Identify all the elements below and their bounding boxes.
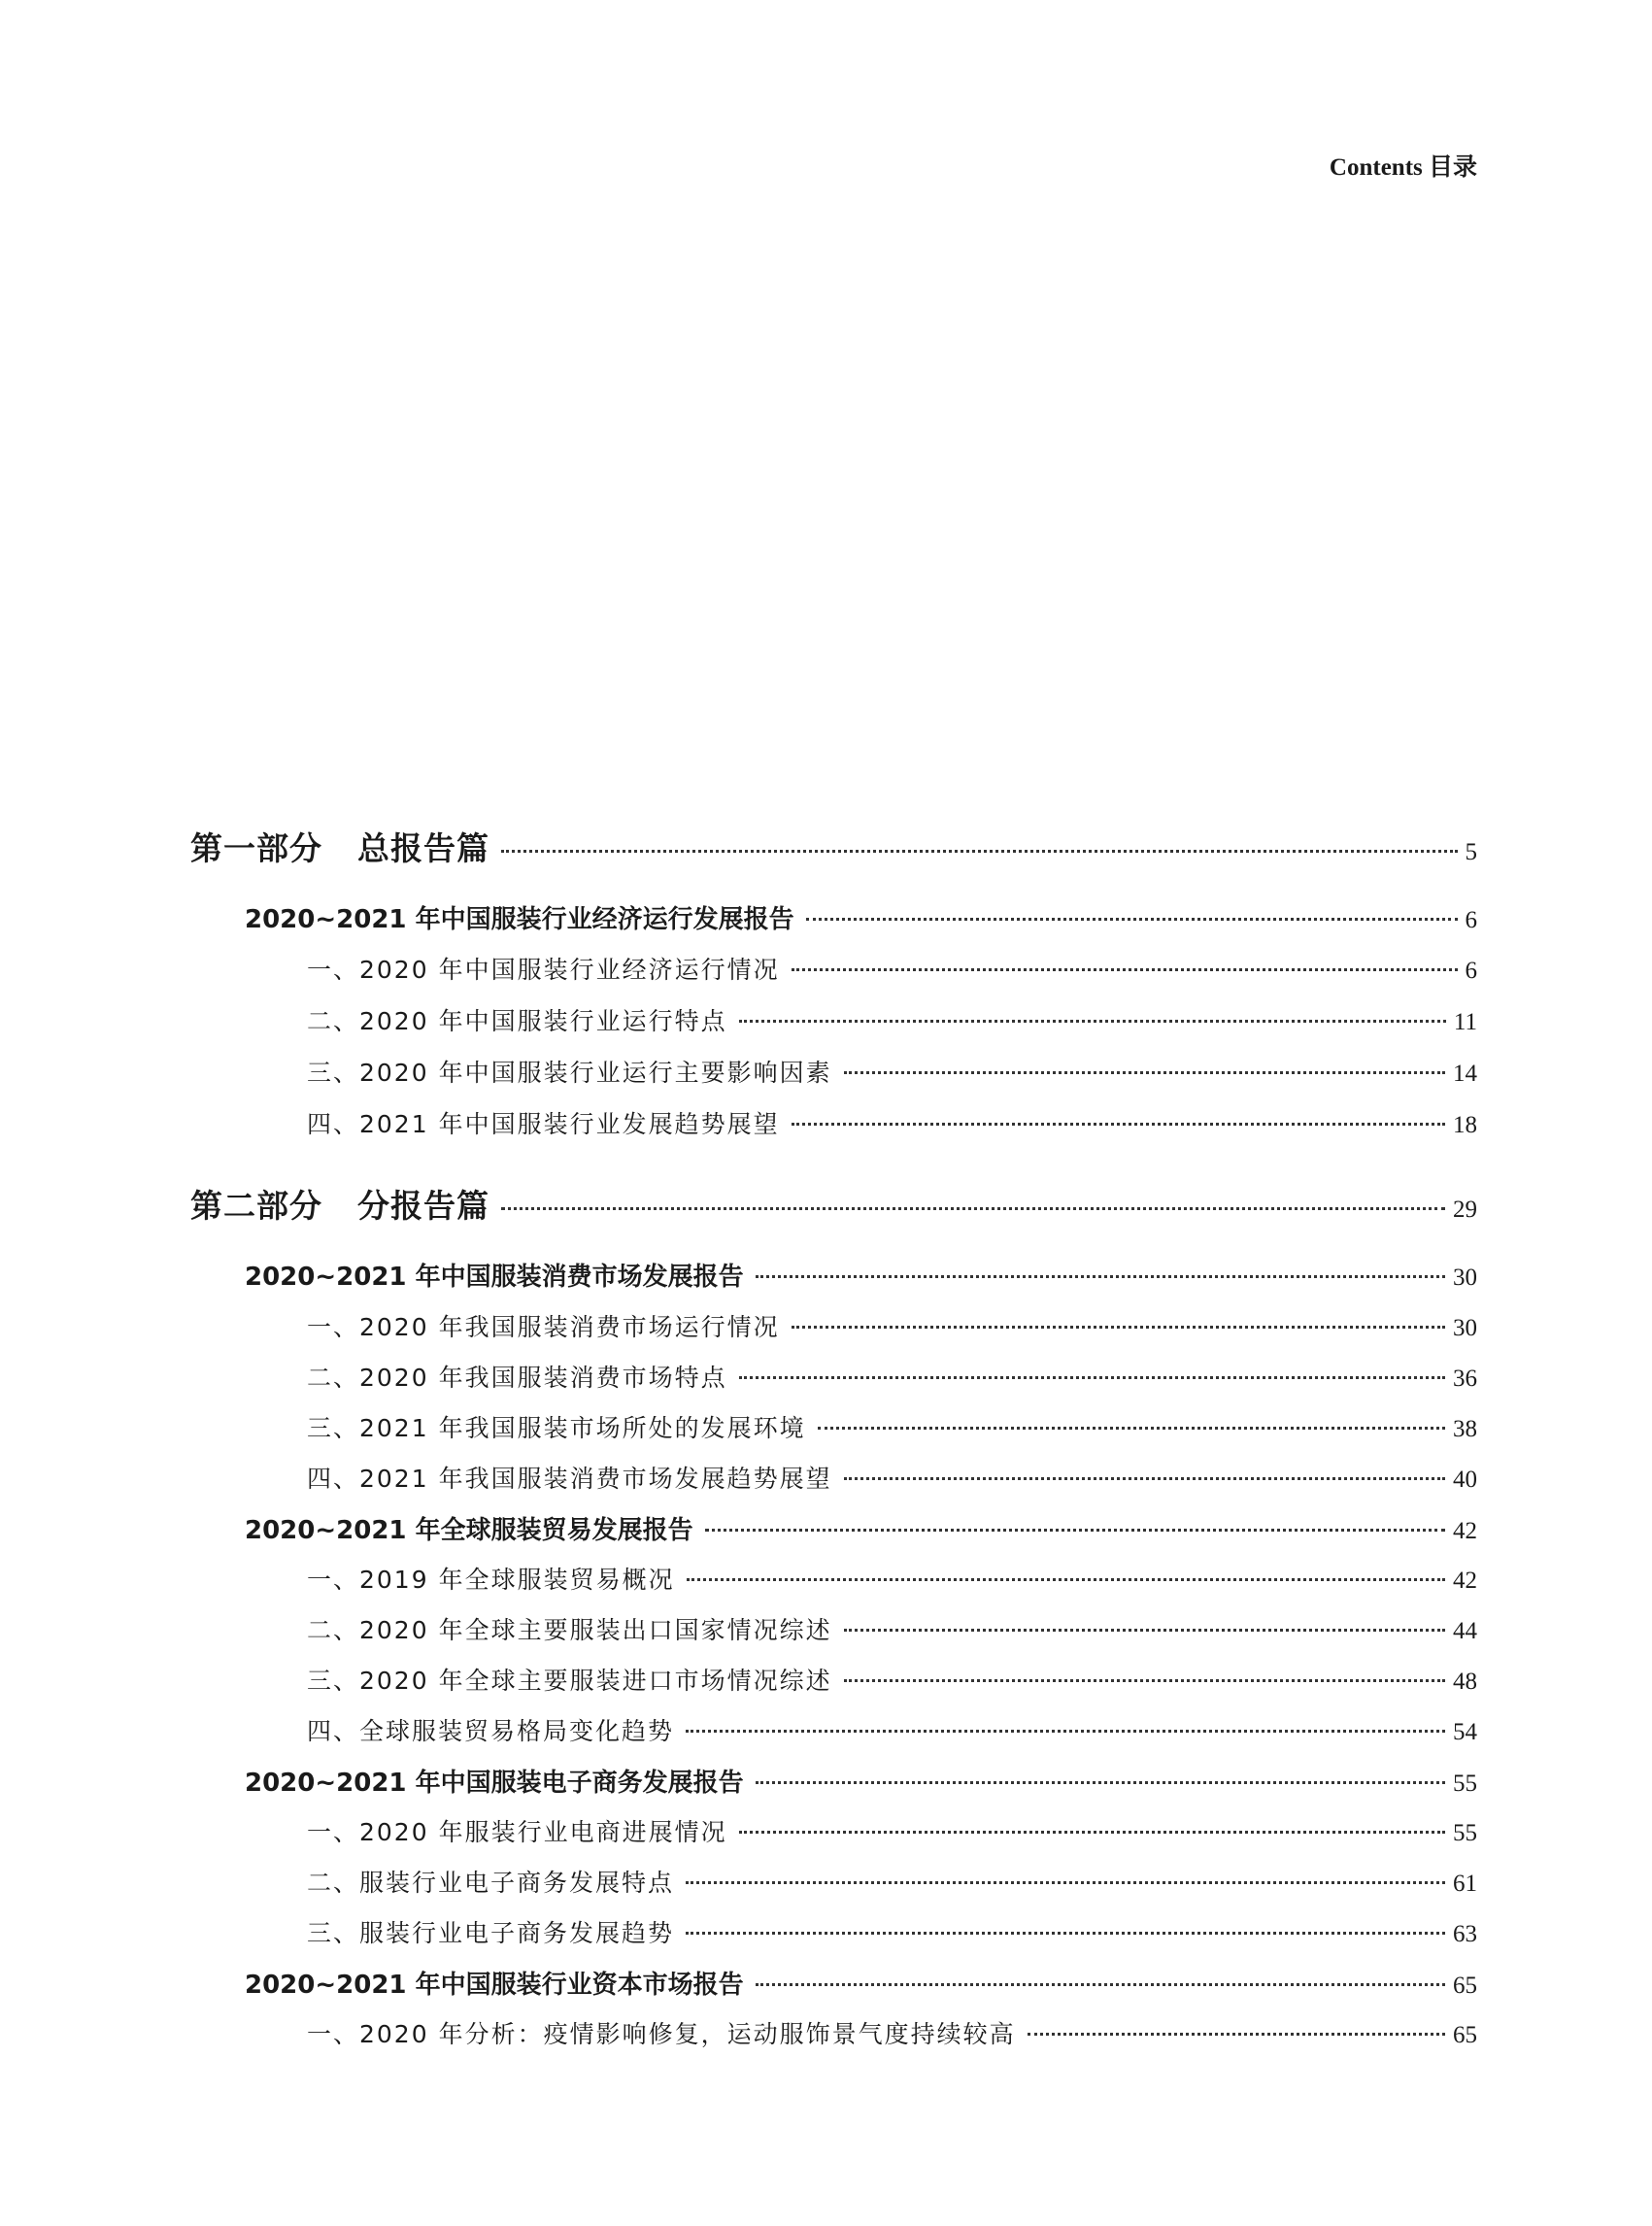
page-number: 30: [1453, 1315, 1477, 1341]
page-number: 42: [1453, 1518, 1477, 1544]
toc-report-title: 2020~2021 年全球服装贸易发展报告: [245, 1516, 693, 1545]
toc-sub-title: 二、2020 年我国服装消费市场特点: [307, 1364, 727, 1392]
dot-leader: [756, 1983, 1445, 1986]
dot-leader: [686, 1932, 1445, 1935]
toc-part-title: 第一部分 总报告篇: [190, 829, 489, 867]
page-number: 30: [1453, 1265, 1477, 1291]
toc-sub-title: 四、2021 年中国服装行业发展趋势展望: [307, 1110, 780, 1138]
dot-leader: [756, 1781, 1445, 1784]
toc-sub-entry[interactable]: [307, 1914, 1477, 1949]
page-number: 36: [1453, 1366, 1477, 1392]
dot-leader: [844, 1477, 1445, 1480]
dot-leader: [844, 1629, 1445, 1632]
page-number: 55: [1453, 1820, 1477, 1846]
dot-leader: [739, 1020, 1446, 1023]
toc-sub-entry[interactable]: [307, 1611, 1477, 1646]
toc-sub-title: 二、2020 年全球主要服装出口国家情况综述: [307, 1616, 832, 1644]
page-number: 18: [1453, 1112, 1477, 1138]
toc-report-title: 2020~2021 年中国服装电子商务发展报告: [245, 1769, 744, 1798]
dot-leader: [687, 1578, 1445, 1581]
page-number: 55: [1453, 1771, 1477, 1797]
toc-sub-title: 一、2020 年服装行业电商进展情况: [307, 1818, 727, 1846]
dot-leader: [844, 1071, 1445, 1074]
dot-leader: [686, 1730, 1445, 1733]
toc-sub-title: 三、2020 年全球主要服装进口市场情况综述: [307, 1667, 832, 1695]
toc-sub-entry[interactable]: [307, 951, 1477, 986]
page-number: 29: [1453, 1197, 1477, 1223]
toc-sub-entry[interactable]: [307, 1662, 1477, 1697]
toc-sub-title: 一、2020 年中国服装行业经济运行情况: [307, 956, 780, 984]
toc-sub-entry[interactable]: [307, 1813, 1477, 1848]
page-number: 48: [1453, 1669, 1477, 1695]
dot-leader: [756, 1275, 1445, 1278]
dot-leader: [1028, 2033, 1445, 2036]
toc-report-entry[interactable]: [245, 1965, 1477, 2001]
page-number: 40: [1453, 1467, 1477, 1493]
toc-sub-title: 一、2019 年全球服装贸易概况: [307, 1566, 675, 1594]
toc-report-title: 2020~2021 年中国服装行业资本市场报告: [245, 1971, 744, 2000]
toc-part-title: 第二部分 分报告篇: [190, 1187, 489, 1225]
page-number: 61: [1453, 1871, 1477, 1897]
page-number: 65: [1453, 2022, 1477, 2048]
toc-sub-title: 三、服装行业电子商务发展趋势: [307, 1919, 675, 1947]
toc-sub-title: 一、2020 年分析：疫情影响修复，运动服饰景气度持续较高: [307, 2020, 1016, 2048]
page-number: 11: [1453, 1009, 1477, 1035]
page-number: 63: [1453, 1921, 1477, 1947]
toc-report-title: 2020~2021 年中国服装行业经济运行发展报告: [245, 905, 794, 934]
page-number: 54: [1453, 1719, 1477, 1745]
dot-leader: [806, 918, 1458, 921]
page-number: 6: [1465, 907, 1477, 933]
toc-sub-title: 一、2020 年我国服装消费市场运行情况: [307, 1313, 780, 1341]
toc-sub-title: 三、2020 年中国服装行业运行主要影响因素: [307, 1059, 832, 1087]
page-number: 14: [1453, 1061, 1477, 1087]
dot-leader: [792, 1123, 1445, 1126]
toc-sub-entry[interactable]: [307, 1105, 1477, 1140]
dot-leader: [739, 1831, 1445, 1834]
dot-leader: [501, 850, 1458, 853]
toc-report-title: 2020~2021 年中国服装消费市场发展报告: [245, 1263, 744, 1292]
toc-sub-entry[interactable]: [307, 1864, 1477, 1899]
dot-leader: [686, 1881, 1445, 1884]
toc-report-entry[interactable]: [245, 1510, 1477, 1546]
toc-sub-entry[interactable]: [307, 1712, 1477, 1747]
toc-sub-entry[interactable]: [307, 1002, 1477, 1037]
dot-leader: [501, 1207, 1445, 1210]
toc-part-entry[interactable]: [190, 1181, 1477, 1227]
dot-leader: [739, 1376, 1445, 1379]
toc-part-entry[interactable]: [190, 824, 1477, 869]
toc-sub-title: 三、2021 年我国服装市场所处的发展环境: [307, 1414, 806, 1442]
toc-report-entry[interactable]: [245, 899, 1477, 935]
page-number: 5: [1465, 839, 1477, 865]
page-number: 38: [1453, 1416, 1477, 1442]
toc-sub-entry[interactable]: [307, 1308, 1477, 1343]
dot-leader: [844, 1679, 1445, 1682]
page-number: 6: [1465, 958, 1477, 984]
toc-sub-title: 四、2021 年我国服装消费市场发展趋势展望: [307, 1465, 832, 1493]
page-number: 65: [1453, 1973, 1477, 1999]
toc-sub-entry[interactable]: [307, 2015, 1477, 2050]
page-number: 44: [1453, 1618, 1477, 1644]
toc-sub-entry[interactable]: [307, 1359, 1477, 1394]
toc-sub-title: 四、全球服装贸易格局变化趋势: [307, 1717, 675, 1745]
toc-sub-title: 二、2020 年中国服装行业运行特点: [307, 1007, 727, 1035]
dot-leader: [818, 1427, 1445, 1430]
dot-leader: [792, 968, 1458, 971]
dot-leader: [705, 1529, 1445, 1532]
toc-sub-entry[interactable]: [307, 1460, 1477, 1495]
page-number: 42: [1453, 1568, 1477, 1594]
running-header: Contents 目录: [1329, 154, 1477, 181]
toc-sub-entry[interactable]: [307, 1409, 1477, 1444]
toc-report-entry[interactable]: [245, 1763, 1477, 1799]
toc-report-entry[interactable]: [245, 1257, 1477, 1293]
toc-sub-title: 二、服装行业电子商务发展特点: [307, 1869, 675, 1897]
dot-leader: [792, 1326, 1445, 1329]
toc-sub-entry[interactable]: [307, 1054, 1477, 1089]
toc-sub-entry[interactable]: [307, 1561, 1477, 1596]
